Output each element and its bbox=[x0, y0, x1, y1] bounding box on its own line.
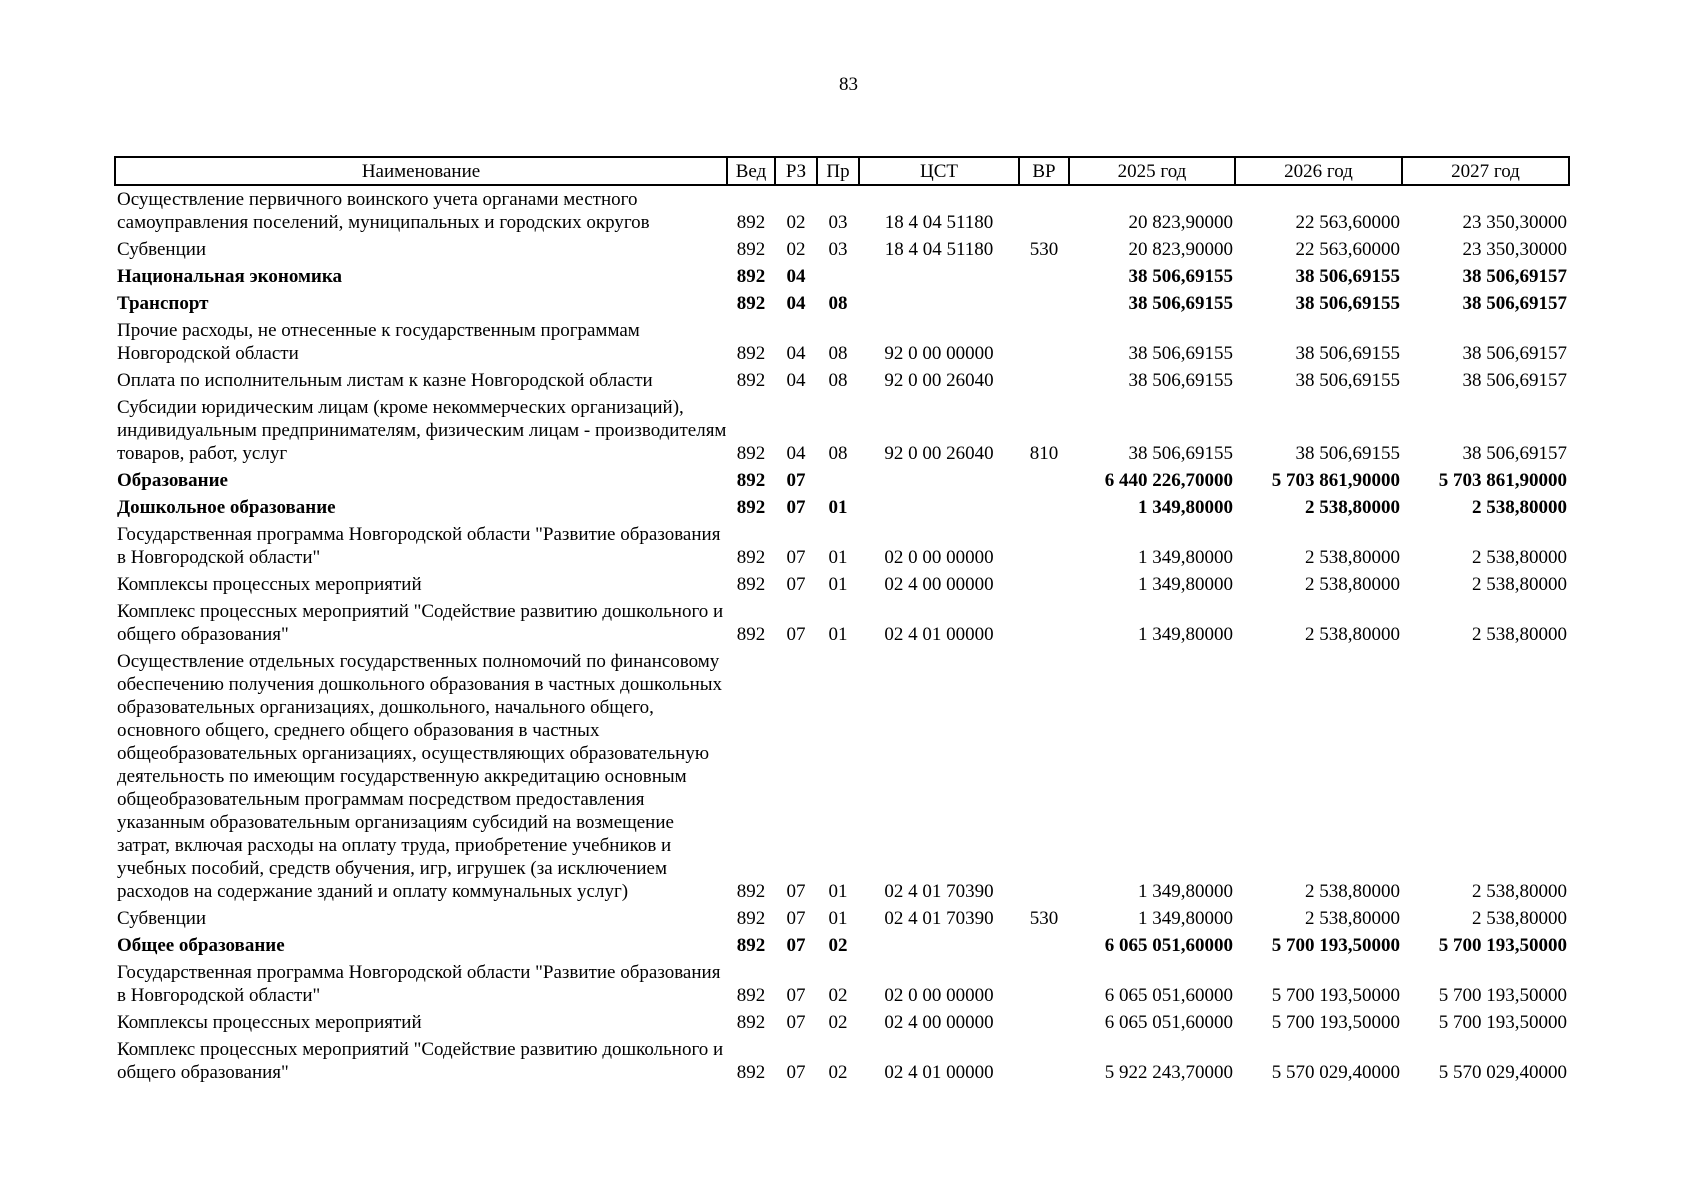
table-row bbox=[115, 317, 1569, 367]
table-row bbox=[115, 367, 1569, 394]
cell-cst bbox=[859, 263, 1019, 290]
cell-pr: 03 bbox=[828, 239, 848, 260]
cell-2027: 5 703 861,90000 bbox=[1438, 470, 1567, 491]
cell-name: Государственная программа Новгородской области "Развитие образования в Новгородской области" bbox=[117, 524, 721, 568]
cell-2025: 1 349,80000 bbox=[1138, 547, 1233, 568]
cell-pr: 01 bbox=[828, 547, 848, 568]
cell-pr: 01 bbox=[828, 908, 848, 929]
cell-cst: 02 4 00 00000 bbox=[884, 1012, 994, 1033]
cell-2026: 5 700 193,50000 bbox=[1271, 985, 1400, 1006]
cell-rz: 04 bbox=[786, 443, 806, 464]
cell-name: Комплекс процессных мероприятий "Содействие развитию дошкольного и общего образования" bbox=[117, 1039, 724, 1083]
table-row bbox=[115, 494, 1569, 521]
cell-vr bbox=[1019, 367, 1069, 394]
cell-vr bbox=[1019, 1009, 1069, 1036]
cell-name: Комплекс процессных мероприятий "Содействие развитию дошкольного и общего образования" bbox=[117, 601, 724, 645]
cell-name: Осуществление первичного воинского учета органами местного самоуправления поселений, муниципальных и городских округов bbox=[117, 189, 650, 233]
cell-name: Комплексы процессных мероприятий bbox=[117, 1012, 422, 1033]
cell-rz: 07 bbox=[786, 908, 806, 929]
cell-2026: 38 506,69155 bbox=[1295, 343, 1400, 364]
cell-vr bbox=[1019, 571, 1069, 598]
cell-rz: 07 bbox=[786, 547, 806, 568]
cell-cst: 92 0 00 26040 bbox=[884, 443, 994, 464]
cell-ved: 892 bbox=[736, 547, 766, 568]
cell-vr: 810 bbox=[1029, 443, 1059, 464]
cell-ved: 892 bbox=[736, 497, 766, 518]
cell-2027: 38 506,69157 bbox=[1462, 266, 1567, 287]
table-row bbox=[115, 1036, 1569, 1086]
cell-2027: 2 538,80000 bbox=[1472, 624, 1567, 645]
table-row bbox=[115, 598, 1569, 648]
cell-2026: 2 538,80000 bbox=[1305, 624, 1400, 645]
cell-2027: 2 538,80000 bbox=[1472, 574, 1567, 595]
cell-name: Оплата по исполнительным листам к казне Новгородской области bbox=[117, 370, 653, 391]
cell-ved: 892 bbox=[736, 574, 766, 595]
cell-ved: 892 bbox=[736, 470, 766, 491]
cell-cst: 02 4 01 00000 bbox=[884, 1062, 994, 1083]
cell-ved: 892 bbox=[736, 1012, 766, 1033]
table-header bbox=[115, 157, 1569, 185]
table-row bbox=[115, 263, 1569, 290]
cell-name: Дошкольное образование bbox=[117, 497, 336, 518]
cell-name: Транспорт bbox=[117, 293, 209, 314]
cell-cst: 18 4 04 51180 bbox=[884, 212, 994, 233]
table-body bbox=[115, 185, 1569, 1086]
cell-2027: 38 506,69157 bbox=[1462, 343, 1567, 364]
header-2026: 2026 год bbox=[1235, 157, 1402, 185]
cell-2025: 6 065 051,60000 bbox=[1104, 985, 1233, 1006]
cell-vr bbox=[1019, 290, 1069, 317]
cell-2027: 2 538,80000 bbox=[1472, 908, 1567, 929]
cell-2026: 2 538,80000 bbox=[1305, 547, 1400, 568]
cell-cst bbox=[859, 467, 1019, 494]
cell-pr: 01 bbox=[828, 624, 848, 645]
cell-2026: 2 538,80000 bbox=[1305, 881, 1400, 902]
cell-vr bbox=[1019, 317, 1069, 367]
cell-2027: 23 350,30000 bbox=[1462, 239, 1567, 260]
cell-2027: 2 538,80000 bbox=[1472, 547, 1567, 568]
cell-2027: 5 700 193,50000 bbox=[1438, 935, 1567, 956]
cell-rz: 07 bbox=[786, 935, 806, 956]
cell-ved: 892 bbox=[736, 881, 766, 902]
cell-2026: 2 538,80000 bbox=[1305, 574, 1400, 595]
cell-ved: 892 bbox=[736, 908, 766, 929]
cell-name: Комплексы процессных мероприятий bbox=[117, 574, 422, 595]
cell-ved: 892 bbox=[736, 343, 766, 364]
cell-vr bbox=[1019, 1036, 1069, 1086]
cell-2027: 23 350,30000 bbox=[1462, 212, 1567, 233]
cell-ved: 892 bbox=[736, 293, 766, 314]
cell-2027: 2 538,80000 bbox=[1472, 497, 1567, 518]
cell-name: Осуществление отдельных государственных полномочий по финансовому обеспечению получения дошкольного образования в частных дошкольных образовательных организациях, дошкольного, начального общего, основного общего, среднего общего образования в частных общеобразовательных организациях, осуществляющих образовательную деятельность по имеющим государственную аккредитацию основным общеобразовательным программам посредством предоставления указанным образовательным организациям субсидий на возмещение затрат, включая расходы на оплату труда, приобретение учебников и учебных пособий, средств обучения, игр, игрушек (за исключением расходов на содержание зданий и оплату коммунальных услуг) bbox=[117, 651, 723, 902]
header-rz: РЗ bbox=[775, 157, 817, 185]
header-pr: Пр bbox=[817, 157, 859, 185]
cell-2026: 2 538,80000 bbox=[1305, 908, 1400, 929]
cell-vr bbox=[1019, 185, 1069, 236]
cell-2025: 38 506,69155 bbox=[1128, 443, 1233, 464]
cell-2025: 20 823,90000 bbox=[1128, 212, 1233, 233]
cell-ved: 892 bbox=[736, 266, 766, 287]
cell-ved: 892 bbox=[736, 985, 766, 1006]
cell-name: Субвенции bbox=[117, 908, 207, 929]
cell-pr bbox=[817, 263, 859, 290]
cell-ved: 892 bbox=[736, 443, 766, 464]
table-row bbox=[115, 290, 1569, 317]
cell-cst: 02 0 00 00000 bbox=[884, 985, 994, 1006]
cell-cst bbox=[859, 494, 1019, 521]
cell-cst: 02 4 01 00000 bbox=[884, 624, 994, 645]
cell-2026: 38 506,69155 bbox=[1295, 266, 1400, 287]
cell-rz: 07 bbox=[786, 624, 806, 645]
cell-pr: 02 bbox=[828, 1012, 848, 1033]
header-ved: Вед bbox=[727, 157, 775, 185]
cell-pr bbox=[817, 467, 859, 494]
cell-2025: 1 349,80000 bbox=[1138, 624, 1233, 645]
cell-2026: 2 538,80000 bbox=[1305, 497, 1400, 518]
cell-2026: 38 506,69155 bbox=[1295, 293, 1400, 314]
header-2025: 2025 год bbox=[1069, 157, 1235, 185]
cell-rz: 07 bbox=[786, 497, 806, 518]
cell-2025: 1 349,80000 bbox=[1138, 881, 1233, 902]
table-row bbox=[115, 648, 1569, 905]
cell-cst: 18 4 04 51180 bbox=[884, 239, 994, 260]
cell-2025: 38 506,69155 bbox=[1128, 370, 1233, 391]
cell-pr: 02 bbox=[828, 1062, 848, 1083]
cell-rz: 07 bbox=[786, 881, 806, 902]
cell-pr: 01 bbox=[828, 881, 848, 902]
cell-rz: 04 bbox=[786, 343, 806, 364]
cell-vr bbox=[1019, 959, 1069, 1009]
cell-ved: 892 bbox=[736, 935, 766, 956]
cell-2027: 5 700 193,50000 bbox=[1438, 985, 1567, 1006]
cell-name: Субсидии юридическим лицам (кроме некоммерческих организаций), индивидуальным предпринимателям, физическим лицам - производителям товаров, работ, услуг bbox=[117, 397, 727, 464]
cell-pr: 02 bbox=[828, 935, 848, 956]
cell-name: Государственная программа Новгородской области "Развитие образования в Новгородской области" bbox=[117, 962, 721, 1006]
cell-2027: 38 506,69157 bbox=[1462, 370, 1567, 391]
cell-ved: 892 bbox=[736, 239, 766, 260]
header-name: Наименование bbox=[115, 157, 727, 185]
header-cst: ЦСТ bbox=[859, 157, 1019, 185]
cell-ved: 892 bbox=[736, 1062, 766, 1083]
cell-vr: 530 bbox=[1029, 239, 1059, 260]
table-row bbox=[115, 394, 1569, 467]
cell-cst: 02 4 01 70390 bbox=[884, 908, 994, 929]
cell-2025: 38 506,69155 bbox=[1128, 293, 1233, 314]
table-row bbox=[115, 1009, 1569, 1036]
table-row bbox=[115, 236, 1569, 263]
cell-2025: 20 823,90000 bbox=[1128, 239, 1233, 260]
cell-rz: 04 bbox=[786, 370, 806, 391]
cell-2026: 38 506,69155 bbox=[1295, 370, 1400, 391]
cell-ved: 892 bbox=[736, 370, 766, 391]
page-number: 83 bbox=[839, 74, 858, 95]
cell-pr: 01 bbox=[828, 574, 848, 595]
cell-2026: 38 506,69155 bbox=[1295, 443, 1400, 464]
cell-rz: 07 bbox=[786, 1062, 806, 1083]
cell-rz: 04 bbox=[786, 266, 806, 287]
cell-2026: 5 700 193,50000 bbox=[1271, 935, 1400, 956]
cell-name: Субвенции bbox=[117, 239, 207, 260]
cell-vr bbox=[1019, 494, 1069, 521]
cell-pr: 03 bbox=[828, 212, 848, 233]
cell-2025: 1 349,80000 bbox=[1138, 574, 1233, 595]
cell-pr: 08 bbox=[828, 293, 848, 314]
cell-2025: 38 506,69155 bbox=[1128, 343, 1233, 364]
cell-vr bbox=[1019, 648, 1069, 905]
cell-2026: 22 563,60000 bbox=[1295, 239, 1400, 260]
cell-pr: 08 bbox=[828, 370, 848, 391]
cell-pr: 08 bbox=[828, 343, 848, 364]
cell-2026: 22 563,60000 bbox=[1295, 212, 1400, 233]
cell-pr: 08 bbox=[828, 443, 848, 464]
cell-2025: 6 065 051,60000 bbox=[1104, 1012, 1233, 1033]
cell-2027: 2 538,80000 bbox=[1472, 881, 1567, 902]
cell-2027: 5 570 029,40000 bbox=[1438, 1062, 1567, 1083]
table-row bbox=[115, 905, 1569, 932]
cell-2025: 1 349,80000 bbox=[1138, 497, 1233, 518]
cell-pr: 01 bbox=[828, 497, 848, 518]
cell-rz: 07 bbox=[786, 1012, 806, 1033]
cell-cst bbox=[859, 290, 1019, 317]
cell-cst bbox=[859, 932, 1019, 959]
cell-vr bbox=[1019, 263, 1069, 290]
header-2027: 2027 год bbox=[1402, 157, 1569, 185]
cell-2027: 38 506,69157 bbox=[1462, 443, 1567, 464]
cell-vr bbox=[1019, 598, 1069, 648]
table-row bbox=[115, 959, 1569, 1009]
cell-cst: 02 0 00 00000 bbox=[884, 547, 994, 568]
cell-cst: 02 4 00 00000 bbox=[884, 574, 994, 595]
cell-ved: 892 bbox=[736, 212, 766, 233]
cell-cst: 92 0 00 00000 bbox=[884, 343, 994, 364]
cell-2026: 5 570 029,40000 bbox=[1271, 1062, 1400, 1083]
cell-rz: 04 bbox=[786, 293, 806, 314]
cell-rz: 02 bbox=[786, 212, 806, 233]
table-row bbox=[115, 521, 1569, 571]
cell-rz: 07 bbox=[786, 985, 806, 1006]
cell-vr bbox=[1019, 467, 1069, 494]
cell-pr: 02 bbox=[828, 985, 848, 1006]
budget-table bbox=[114, 156, 1570, 1086]
table-row bbox=[115, 571, 1569, 598]
cell-rz: 02 bbox=[786, 239, 806, 260]
table-row bbox=[115, 185, 1569, 236]
cell-name: Национальная экономика bbox=[117, 266, 343, 287]
cell-2025: 5 922 243,70000 bbox=[1104, 1062, 1233, 1083]
cell-name: Общее образование bbox=[117, 935, 285, 956]
cell-vr bbox=[1019, 521, 1069, 571]
cell-2025: 1 349,80000 bbox=[1138, 908, 1233, 929]
cell-2025: 6 440 226,70000 bbox=[1104, 470, 1233, 491]
cell-name: Образование bbox=[117, 470, 228, 491]
cell-2027: 5 700 193,50000 bbox=[1438, 1012, 1567, 1033]
cell-ved: 892 bbox=[736, 624, 766, 645]
cell-cst: 92 0 00 26040 bbox=[884, 370, 994, 391]
cell-rz: 07 bbox=[786, 574, 806, 595]
cell-vr bbox=[1019, 932, 1069, 959]
cell-cst: 02 4 01 70390 bbox=[884, 881, 994, 902]
cell-vr: 530 bbox=[1029, 908, 1059, 929]
cell-rz: 07 bbox=[786, 470, 806, 491]
table-row bbox=[115, 467, 1569, 494]
cell-2026: 5 703 861,90000 bbox=[1271, 470, 1400, 491]
header-vr: ВР bbox=[1019, 157, 1069, 185]
table-row bbox=[115, 932, 1569, 959]
cell-name: Прочие расходы, не отнесенные к государственным программам Новгородской области bbox=[117, 320, 640, 364]
cell-2027: 38 506,69157 bbox=[1462, 293, 1567, 314]
cell-2025: 6 065 051,60000 bbox=[1104, 935, 1233, 956]
cell-2026: 5 700 193,50000 bbox=[1271, 1012, 1400, 1033]
cell-2025: 38 506,69155 bbox=[1128, 266, 1233, 287]
